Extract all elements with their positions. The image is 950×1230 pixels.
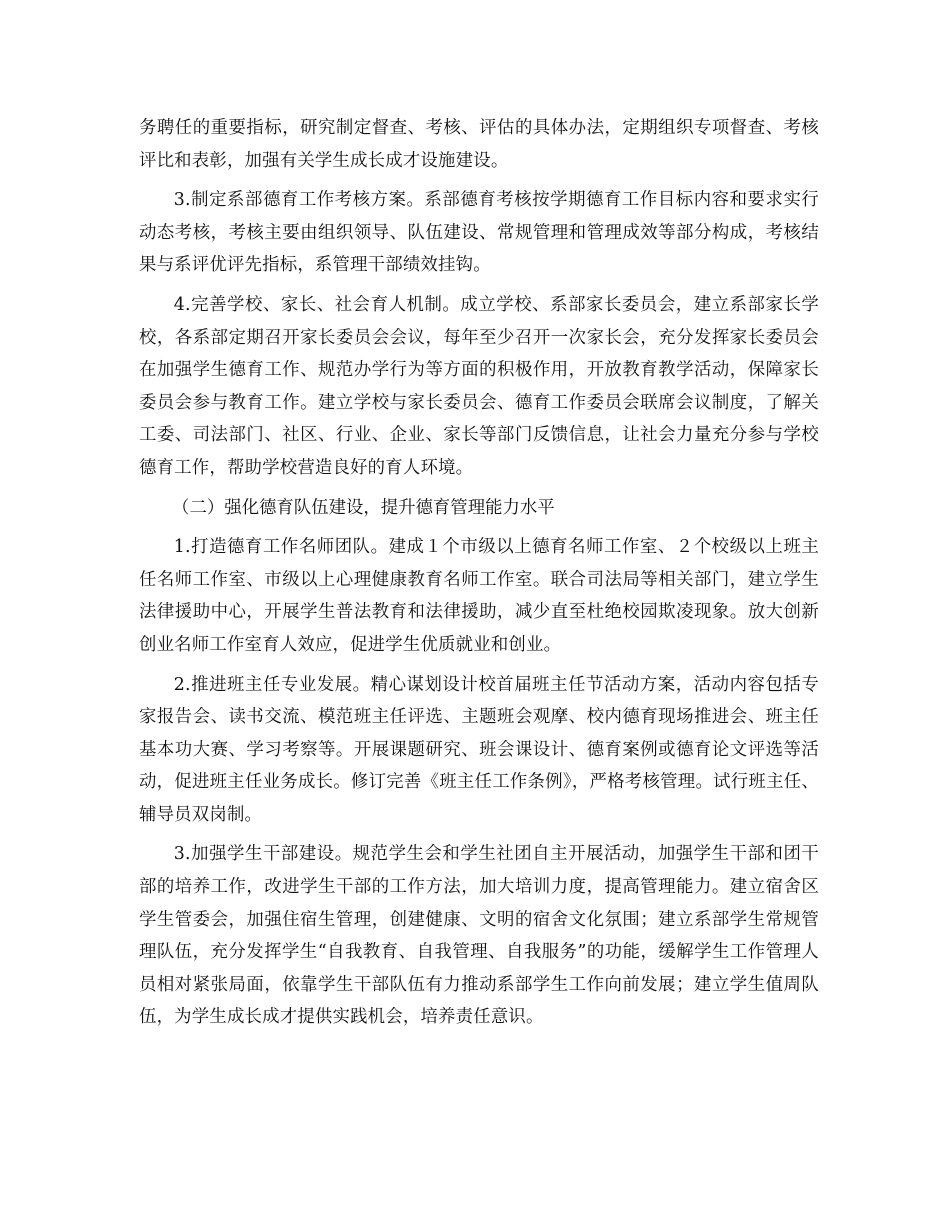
document-page	[139, 112, 819, 1041]
paragraph-continued: 务聘任的重要指标，研究制定督查、考核、评估的具体办法，定期组织专项督查、考核评比和表彰，加强有关学生成长成才设施建设。	[139, 118, 819, 171]
paragraph-class-teacher-development: 2.推进班主任专业发展。精心谋划设计校首届班主任节活动方案，活动内容包括专家报告会、读书交流、模范班主任评选、主题班会观摩、校内德育现场推进会、班主任基本功大赛、学习考察等。开展课题研究、班会课设计、德育案例或德育论文评选等活动，促进班主任业务成长。修订完善《班主任工作条例》，严格考核管理。试行班主任、辅导员双岗制。	[139, 674, 819, 825]
paragraph-assessment-plan: 3.制定系部德育工作考核方案。系部德育考核按学期德育工作目标内容和要求实行动态考核，考核主要由组织领导、队伍建设、常规管理和管理成效等部分构成，考核结果与系评优评先指标，系管理干部绩效挂钩。	[139, 190, 819, 276]
paragraph-education-mechanism: 4.完善学校、家长、社会育人机制。成立学校、系部家长委员会，建立系部家长学校，各系部定期召开家长委员会会议，每年至少召开一次家长会，充分发挥家长委员会在加强学生德育工作、规范办学行为等方面的积极作用，开放教育教学活动，保障家长委员会参与教育工作。建立学校与家长委员会、德育工作委员会联席会议制度，了解关工委、司法部门、社区、行业、企业、家长等部门反馈信息，让社会力量充分参与学校德育工作，帮助学校营造良好的育人环境。	[139, 294, 819, 478]
paragraph-student-cadre: 3.加强学生干部建设。规范学生会和学生社团自主开展活动，加强学生干部和团干部的培养工作，改进学生干部的工作方法，加大培训力度，提高管理能力。建立宿舍区学生管委会，加强住宿生管理，创建健康、文明的宿舍文化氛围；建立系部学生常规管理队伍，充分发挥学生“自我教育、自我管理、自我服务”的功能，缓解学生工作管理人员相对紧张局面，依靠学生干部队伍有力推动系部学生工作向前发展；建立学生值周队伍，为学生成长成才提供实践机会，培养责任意识。	[139, 844, 819, 1028]
section-heading: （二）强化德育队伍建设，提升德育管理能力水平	[172, 497, 555, 518]
paragraph-teacher-team: 1.打造德育工作名师团队。建成１个市级以上德育名师工作室、２个校级以上班主任名师工作室、市级以上心理健康教育名师工作室。联合司法局等相关部门，建立学生法律援助中心，开展学生普法教育和法律援助，减少直至杜绝校园欺凌现象。放大创新创业名师工作室育人效应，促进学生优质就业和创业。	[139, 537, 819, 655]
